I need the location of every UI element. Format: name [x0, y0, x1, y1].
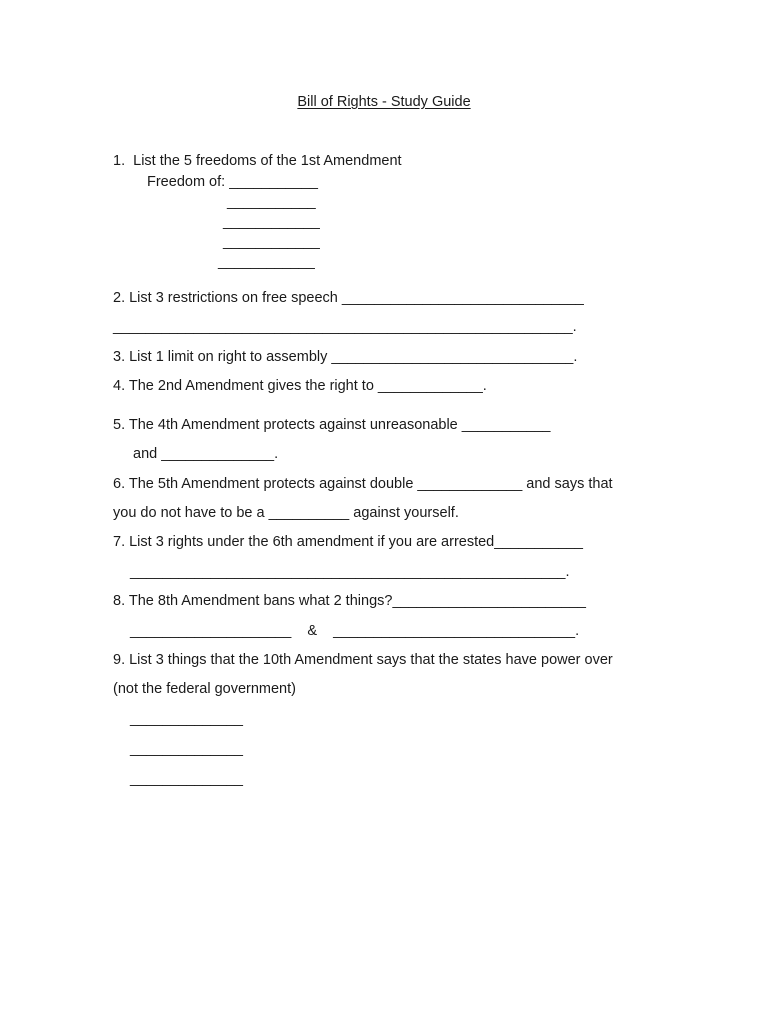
question-1-blank: ____________ — [223, 214, 320, 230]
question-7-line-1: 7. List 3 rights under the 6th amendment if you are arrested___________ — [113, 534, 583, 550]
question-2-line-2: _________________________________________________________. — [113, 319, 577, 335]
question-1-blank: ___________ — [227, 194, 316, 210]
question-8-line-1: 8. The 8th Amendment bans what 2 things?________________________ — [113, 593, 586, 609]
question-1-blank: ____________ — [223, 234, 320, 250]
question-5-line-1: 5. The 4th Amendment protects against unreasonable ___________ — [113, 417, 551, 433]
question-2-line-1: 2. List 3 restrictions on free speech ______________________________ — [113, 290, 584, 306]
question-1-prompt: 1. List the 5 freedoms of the 1st Amendment — [113, 153, 402, 169]
question-8-line-2: ____________________ & ______________________________. — [130, 623, 580, 639]
question-5-line-2: and ______________. — [133, 446, 279, 462]
question-3: 3. List 1 limit on right to assembly ______________________________. — [113, 349, 578, 365]
page-title: Bill of Rights - Study Guide — [297, 94, 471, 110]
question-6-line-2: you do not have to be a __________ against yourself. — [113, 505, 459, 521]
question-4: 4. The 2nd Amendment gives the right to _____________. — [113, 378, 487, 394]
question-9-blank: ______________ — [130, 711, 243, 727]
question-7-line-2: ______________________________________________________. — [130, 564, 570, 580]
question-1-blank: ____________ — [218, 254, 315, 270]
question-9-line-1: 9. List 3 things that the 10th Amendment says that the states have power over — [113, 652, 613, 668]
question-1-freedom-of: Freedom of: ___________ — [147, 174, 318, 190]
question-6-line-1: 6. The 5th Amendment protects against double _____________ and says that — [113, 476, 613, 492]
question-9-blank: ______________ — [130, 741, 243, 757]
question-9-line-2: (not the federal government) — [113, 681, 296, 697]
question-9-blank: ______________ — [130, 771, 243, 787]
